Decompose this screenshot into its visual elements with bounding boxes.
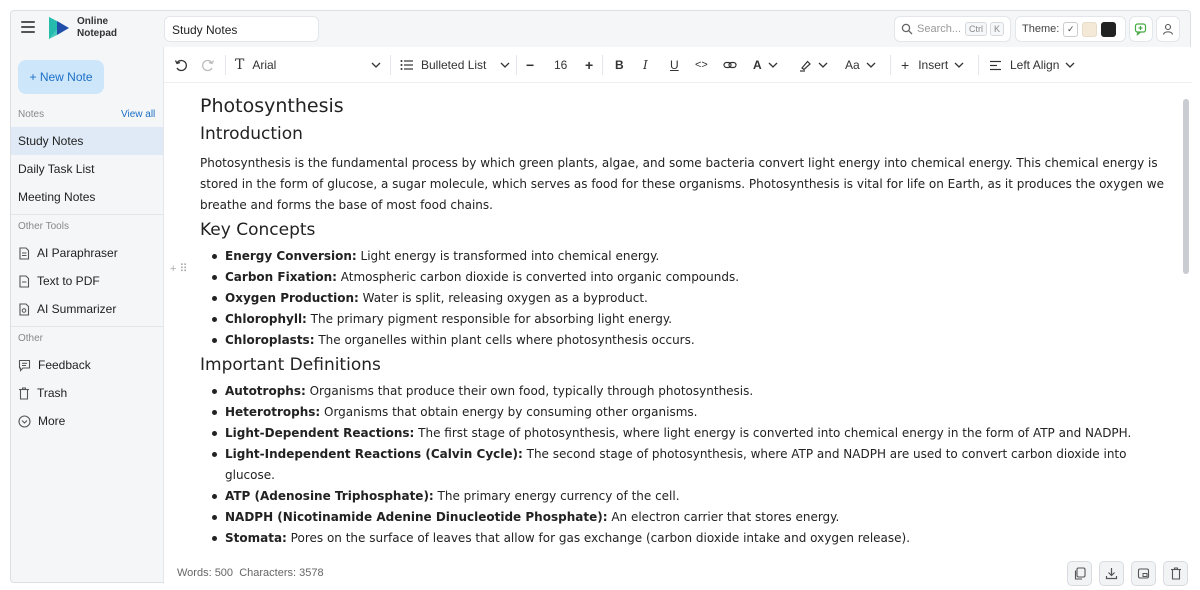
list-item-term: Chlorophyll: [225,312,307,326]
list-item-term: Oxygen Production: [225,291,359,305]
word-count: Words: 500 [177,567,234,579]
sidebar-other-label: More [38,414,66,428]
list-item-desc: Water is split, releasing oxygen as a byproduct. [358,291,648,305]
top-bar [11,11,1190,47]
redo-button[interactable] [201,47,215,83]
editor-scrollbar[interactable] [1183,99,1189,274]
toolbar-divider [890,55,891,75]
notepad-logo-icon [47,15,71,41]
search-shortcut-k: K [990,22,1004,36]
link-button[interactable] [723,47,737,83]
theme-sepia-swatch[interactable] [1082,22,1097,37]
list-item-desc: Light energy is transformed into chemical energy. [356,249,660,263]
list-item [200,381,1175,402]
list-item [200,288,1175,309]
list-item-term: Carbon Fixation: [225,270,337,284]
sidebar-note-label: Study Notes [18,134,84,148]
sidebar-feedback[interactable] [11,351,163,379]
list-item-term: Heterotrophs: [225,405,321,419]
sidebar-more[interactable] [11,407,163,435]
download-button[interactable] [1099,561,1124,586]
note-title-input[interactable]: Study Notes [164,16,319,42]
list-item-desc: The organelles within plant cells where photosynthesis occurs. [314,333,695,347]
document-icon [18,247,30,260]
list-item [200,246,1175,267]
new-note-button[interactable]: + New Note [18,60,104,94]
insert-menu-button[interactable] [901,47,964,83]
list-item [200,309,1175,330]
list-item-desc: The first stage of photosynthesis, where light energy is converted into chemical energy in the form of ATP and NADPH. [414,426,1132,440]
list-item [200,507,1175,528]
list-item-desc: Organisms that produce their own food, typically through photosynthesis. [305,384,754,398]
text-color-value: A [753,58,762,72]
list-type-select[interactable] [400,47,510,83]
intro-paragraph: Photosynthesis is the fundamental process by which green plants, algae, and some bacteria convert light energy into chemical energy. This chemical energy is stored in the form of glucose, a sugar molecule, which serves as food for these organisms. Photosynthesis is vital for life on Earth, as it produces the oxygen we breathe and forms the base of most food chains. [200,156,1164,212]
font-size-value[interactable]: 16 [554,58,568,72]
list-item-desc: Pores on the surface of leaves that allow for gas exchange (carbon dioxide intake and oxygen release). [286,531,911,545]
plus-icon: + [901,57,910,73]
theme-default-swatch[interactable] [1063,22,1078,37]
sidebar-note-study-notes[interactable] [11,127,163,155]
list-item-term: Autotrophs: [225,384,306,398]
app-name-line1: Online [77,16,109,27]
font-size-decrease[interactable] [526,47,534,83]
text-color-button[interactable] [753,47,778,83]
chevron-down-icon [866,62,876,68]
section-heading-key-concepts: Key Concepts [200,220,316,240]
chevron-down-icon [371,62,381,68]
definitions-list [200,381,1175,549]
section-heading-introduction: Introduction [200,124,303,144]
section-heading-definitions: Important Definitions [200,355,381,375]
sidebar-divider [11,214,163,215]
feedback-icon [18,359,31,372]
search-placeholder: Search... [917,23,962,35]
document-title: Photosynthesis [200,95,344,117]
chevron-down-icon [954,62,964,68]
toolbar-divider [602,55,603,75]
undo-icon [174,58,188,72]
view-all-link[interactable]: View all [121,109,156,120]
chevron-down-icon [1065,62,1075,68]
theme-label: Theme: [1022,23,1060,35]
app-name-line2: Notepad [77,28,117,39]
list-item-term: Light-Dependent Reactions: [225,426,415,440]
sidebar-note-daily-task-list[interactable] [11,155,163,183]
list-item [200,423,1175,444]
sidebar-trash[interactable] [11,379,163,407]
account-button[interactable] [1156,16,1180,42]
italic-button[interactable]: I [643,58,648,72]
redo-icon [201,58,215,72]
alignment-select[interactable] [989,47,1075,83]
list-item [200,402,1175,423]
undo-button[interactable] [174,47,188,83]
trash-icon [18,387,30,400]
plus-icon: + [585,57,594,73]
toolbar-divider [390,55,391,75]
list-item-desc: Organisms that obtain energy by consuming other organisms. [320,405,698,419]
toolbar-divider [978,55,979,75]
sidebar-other-label: Trash [37,386,68,400]
document-body[interactable] [200,89,1175,545]
block-drag-handle[interactable]: + ⠿ [170,263,188,275]
summary-icon [18,303,30,316]
theme-picker [1015,16,1126,42]
menu-icon[interactable] [21,21,35,33]
toolbar-divider [225,55,226,75]
search-shortcut-ctrl: Ctrl [965,22,987,36]
chat-plus-icon [1134,22,1148,36]
list-item-desc: The primary pigment responsible for absorbing light energy. [306,312,673,326]
sidebar-divider [11,326,163,327]
underline-button[interactable]: U [670,58,679,72]
pdf-file-icon [18,275,30,288]
highlighter-icon [799,59,812,72]
sidebar-note-label: Meeting Notes [18,190,96,204]
word-count-status [177,567,324,579]
share-button[interactable] [1129,16,1153,42]
chevron-down-icon [500,62,510,68]
link-icon [723,60,737,70]
sidebar-tool-label: AI Paraphraser [37,246,118,260]
font-size-increase[interactable] [585,47,593,83]
character-count: Characters: 3578 [239,567,324,579]
delete-button[interactable] [1163,561,1188,586]
list-item [200,486,1175,507]
list-item-term: Chloroplasts: [225,333,315,347]
chevron-circle-icon [18,415,31,428]
sidebar-note-label: Daily Task List [18,162,95,176]
sidebar-tool-ai-paraphraser[interactable] [11,239,163,267]
list-item-desc: Atmospheric carbon dioxide is converted into organic compounds. [336,270,740,284]
search-input[interactable] [894,16,1011,42]
search-icon [901,23,913,35]
text-case-button[interactable] [845,47,876,83]
list-item-term: ATP (Adenosine Triphosphate): [225,489,434,503]
sidebar-tool-label: AI Summarizer [37,302,117,316]
list-item-term: Stomata: [225,531,287,545]
list-item [200,444,1175,486]
list-item [200,528,1175,549]
other-section-label: Other [18,333,44,344]
sidebar-note-meeting-notes[interactable] [11,183,163,211]
user-icon [1162,23,1174,35]
key-concepts-list [200,246,1175,351]
notes-section-label: Notes [18,109,45,120]
list-type-value: Bulleted List [421,58,487,72]
copy-button[interactable] [1067,561,1092,586]
chevron-down-icon [818,62,828,68]
picture-in-picture-icon [1137,567,1150,580]
list-icon [400,59,414,71]
download-icon [1105,567,1118,580]
sidebar-other-label: Feedback [38,358,91,372]
editor-panel [163,47,1192,584]
tools-section-label: Other Tools [18,221,69,232]
theme-dark-swatch[interactable] [1101,22,1116,37]
sidebar-tool-text-to-pdf[interactable] [11,267,163,295]
list-item [200,330,1175,351]
sidebar-tool-label: Text to PDF [37,274,100,288]
list-item-desc: An electron carrier that stores energy. [607,510,840,524]
insert-label: Insert [918,58,949,72]
chevron-down-icon [768,62,778,68]
bold-button[interactable]: B [615,58,624,72]
minus-icon: − [526,57,535,73]
list-item-desc: The second stage of photosynthesis, where ATP and NADPH are used to convert carbon dioxide into glucose. [225,447,1127,482]
font-family-value: Arial [252,58,277,72]
sidebar [11,47,163,584]
copy-icon [1073,567,1086,580]
app-window [10,10,1191,583]
highlight-button[interactable] [799,47,828,83]
list-item-term: Energy Conversion: [225,249,357,263]
font-text-icon: T [235,57,245,73]
list-item-desc: The primary energy currency of the cell. [433,489,680,503]
text-case-value: Aa [845,58,860,72]
toolbar-divider [516,55,517,75]
app-name [77,16,117,40]
align-left-icon [989,60,1002,71]
font-family-select[interactable] [235,47,381,83]
alignment-value: Left Align [1010,58,1060,72]
code-button[interactable]: <> [695,59,708,71]
theme-check-icon: ✓ [1067,23,1075,34]
list-item-term: NADPH (Nicotinamide Adenine Dinucleotide Phosphate): [225,510,608,524]
trash-icon [1170,567,1182,580]
export-button[interactable] [1131,561,1156,586]
list-item [200,267,1175,288]
sidebar-tool-ai-summarizer[interactable] [11,295,163,323]
formatting-toolbar [164,47,1192,83]
list-item-term: Light-Independent Reactions (Calvin Cycle): [225,447,523,461]
